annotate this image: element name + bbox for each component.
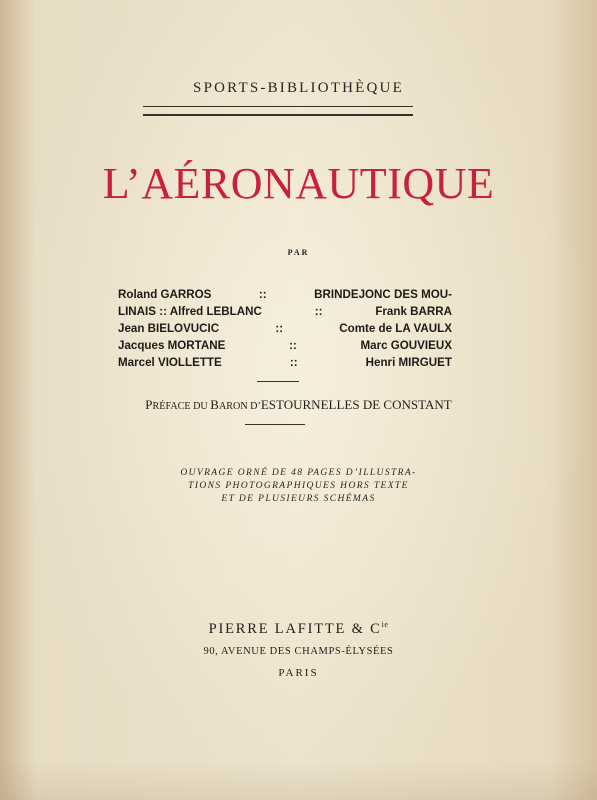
- author-left: Roland GARROS: [118, 288, 212, 301]
- author-line: [118, 303, 452, 320]
- by-label: PAR: [287, 248, 310, 257]
- author-separator: ::: [289, 356, 298, 369]
- author-left: Jean BIELOVUCIC: [118, 322, 220, 335]
- note-line: ET DE PLUSIEURS SCHÉMAS: [221, 494, 376, 504]
- author-right: Marc GOUVIEUX: [360, 339, 452, 352]
- preface-line: [0, 397, 597, 413]
- series-rule-bottom: [143, 114, 413, 116]
- preface-word: RÉFACE DU: [152, 401, 211, 412]
- publisher-name: [0, 620, 597, 638]
- preface-initial-p: P: [145, 397, 153, 412]
- author-line: [118, 354, 452, 371]
- author-right: Henri MIRGUET: [365, 356, 452, 369]
- author-separator: ::: [258, 288, 267, 301]
- author-right: Frank BARRA: [375, 305, 452, 318]
- book-title: L’AÉRONAUTIQUE: [102, 159, 495, 208]
- preface-initial-b: B: [210, 397, 219, 412]
- authors-block: [118, 286, 452, 371]
- author-separator: ::: [314, 305, 323, 318]
- author-separator: ::: [289, 339, 297, 352]
- author-right: Comte de LA VAULX: [339, 322, 452, 335]
- author-line: [118, 286, 452, 303]
- series-rule-top: [143, 106, 413, 107]
- publisher-address: 90, AVENUE DES CHAMPS-ÉLYSÉES: [203, 646, 394, 657]
- author-left: Marcel VIOLLETTE: [118, 356, 222, 369]
- author-left: Jacques MORTANE: [118, 339, 226, 352]
- authors-divider: [257, 381, 299, 382]
- note-line: OUVRAGE ORNÉ DE 48 PAGES D’ILLUSTRA-: [180, 468, 417, 478]
- publisher-suffix: ie: [381, 620, 389, 629]
- author-line: [118, 320, 452, 337]
- publisher-text: PIERRE LAFITTE & C: [208, 620, 382, 637]
- author-line: [118, 337, 452, 354]
- author-separator: ::: [275, 322, 284, 335]
- author-left: LINAIS :: Alfred LEBLANC: [118, 305, 262, 318]
- series-title: SPORTS-BIBLIOTHÈQUE: [193, 80, 404, 96]
- preface-divider: [245, 424, 305, 425]
- author-right: BRINDEJONC DES MOU-: [314, 288, 452, 301]
- illustrations-note: [0, 467, 597, 506]
- preface-name: ESTOURNELLES DE CONSTANT: [260, 397, 452, 412]
- preface-baron: ARON D’: [218, 401, 261, 412]
- note-line: TIONS PHOTOGRAPHIQUES HORS TEXTE: [188, 481, 409, 491]
- publisher-city: PARIS: [278, 667, 319, 679]
